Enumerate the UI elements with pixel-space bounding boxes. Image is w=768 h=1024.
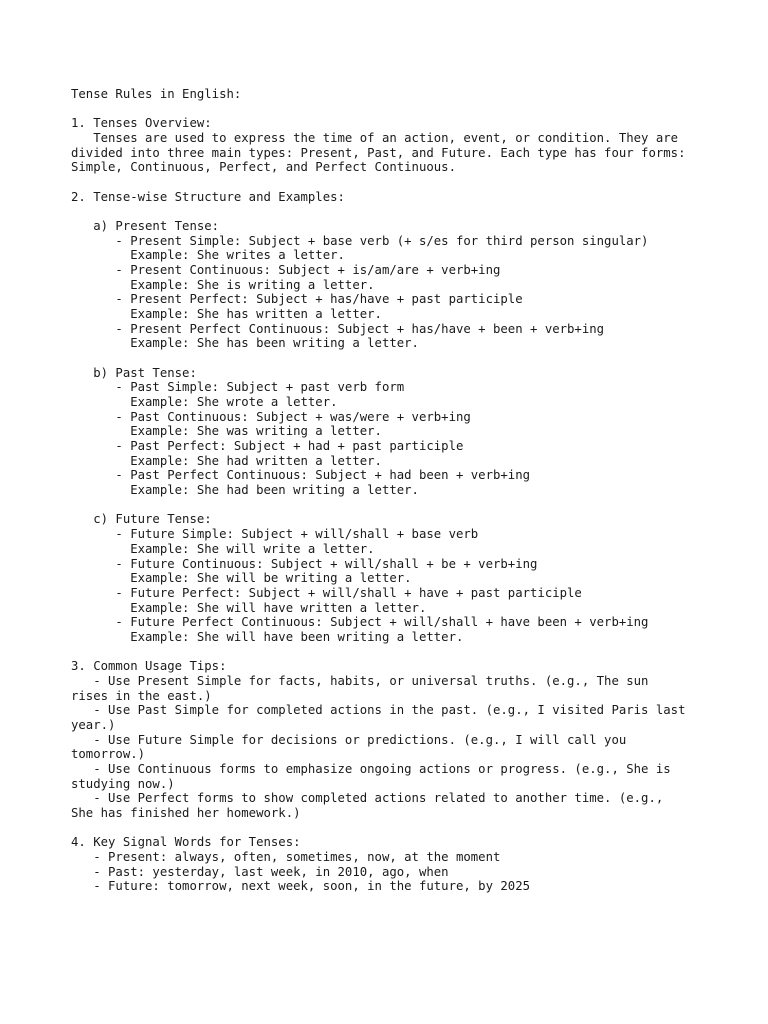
document-line: divided into three main types: Present, Past, and Future. Each type has four forms: [71, 145, 686, 160]
document-line: tomorrow.) [71, 747, 146, 762]
document-line: - Future Perfect: Subject + will/shall + have + past participle [71, 585, 582, 600]
document-line: - Future Continuous: Subject + will/shall + be + verb+ing [71, 556, 538, 571]
document-line: Example: She wrote a letter. [71, 395, 338, 410]
document-line: - Future Simple: Subject + will/shall + base verb [71, 527, 479, 542]
document-line: 2. Tense-wise Structure and Examples: [71, 189, 345, 204]
document-line: She has finished her homework.) [71, 805, 301, 820]
document-line: - Future Perfect Continuous: Subject + will/shall + have been + verb+ing [71, 615, 649, 630]
blank-line [71, 498, 761, 513]
blank-line [71, 351, 761, 366]
blank-line [71, 175, 761, 190]
document-line: - Use Present Simple for facts, habits, or universal truths. (e.g., The sun [71, 673, 649, 688]
document-line: Example: She has been writing a letter. [71, 336, 419, 351]
document-text [71, 87, 761, 894]
document-line: c) Future Tense: [71, 512, 212, 527]
document-line: - Use Future Simple for decisions or predictions. (e.g., I will call you [71, 732, 627, 747]
document-line: - Present Simple: Subject + base verb (+ s/es for third person singular) [71, 233, 649, 248]
document-line: - Past Perfect: Subject + had + past participle [71, 439, 464, 454]
document-line: rises in the east.) [71, 688, 212, 703]
document-line: Example: She will have written a letter. [71, 600, 427, 615]
document-line: 4. Key Signal Words for Tenses: [71, 835, 301, 850]
blank-line [71, 102, 761, 117]
document-line: Example: She will be writing a letter. [71, 571, 412, 586]
document-line: - Present: always, often, sometimes, now, at the moment [71, 849, 501, 864]
document-line: year.) [71, 717, 116, 732]
document-line: - Present Perfect Continuous: Subject + has/have + been + verb+ing [71, 321, 605, 336]
document-line: - Past Continuous: Subject + was/were + verb+ing [71, 409, 471, 424]
document-line: Example: She writes a letter. [71, 248, 345, 263]
document-line: Example: She is writing a letter. [71, 277, 375, 292]
document-line: studying now.) [71, 776, 175, 791]
document-line: 3. Common Usage Tips: [71, 659, 227, 674]
document-line: - Future: tomorrow, next week, soon, in the future, by 2025 [71, 879, 531, 894]
document-line: - Use Continuous forms to emphasize ongoing actions or progress. (e.g., She is [71, 761, 671, 776]
document-line: Example: She will have been writing a letter. [71, 629, 464, 644]
document-line: Example: She had been writing a letter. [71, 483, 419, 498]
document-line: - Use Perfect forms to show completed actions related to another time. (e.g., [71, 791, 664, 806]
document-line: Example: She has written a letter. [71, 307, 382, 322]
document-line: 1. Tenses Overview: [71, 116, 212, 131]
document-line: Example: She was writing a letter. [71, 424, 382, 439]
document-line: - Use Past Simple for completed actions in the past. (e.g., I visited Paris last [71, 703, 686, 718]
document-line: Tense Rules in English: [71, 87, 242, 101]
document-line: - Past Simple: Subject + past verb form [71, 380, 405, 395]
document-line: Tenses are used to express the time of an action, event, or condition. They are [71, 131, 679, 146]
document-line: - Present Continuous: Subject + is/am/are + verb+ing [71, 263, 501, 278]
blank-line [71, 821, 761, 836]
document-line: - Present Perfect: Subject + has/have + past participle [71, 292, 523, 307]
document-line: - Past Perfect Continuous: Subject + had been + verb+ing [71, 468, 531, 483]
document-line: Example: She had written a letter. [71, 453, 382, 468]
document-line: b) Past Tense: [71, 365, 197, 380]
document-line: - Past: yesterday, last week, in 2010, ago, when [71, 864, 449, 879]
document-line: a) Present Tense: [71, 219, 220, 234]
document-line: Example: She will write a letter. [71, 541, 375, 556]
document-line: Simple, Continuous, Perfect, and Perfect Continuous. [71, 160, 456, 175]
blank-line [71, 645, 761, 660]
blank-line [71, 204, 761, 219]
